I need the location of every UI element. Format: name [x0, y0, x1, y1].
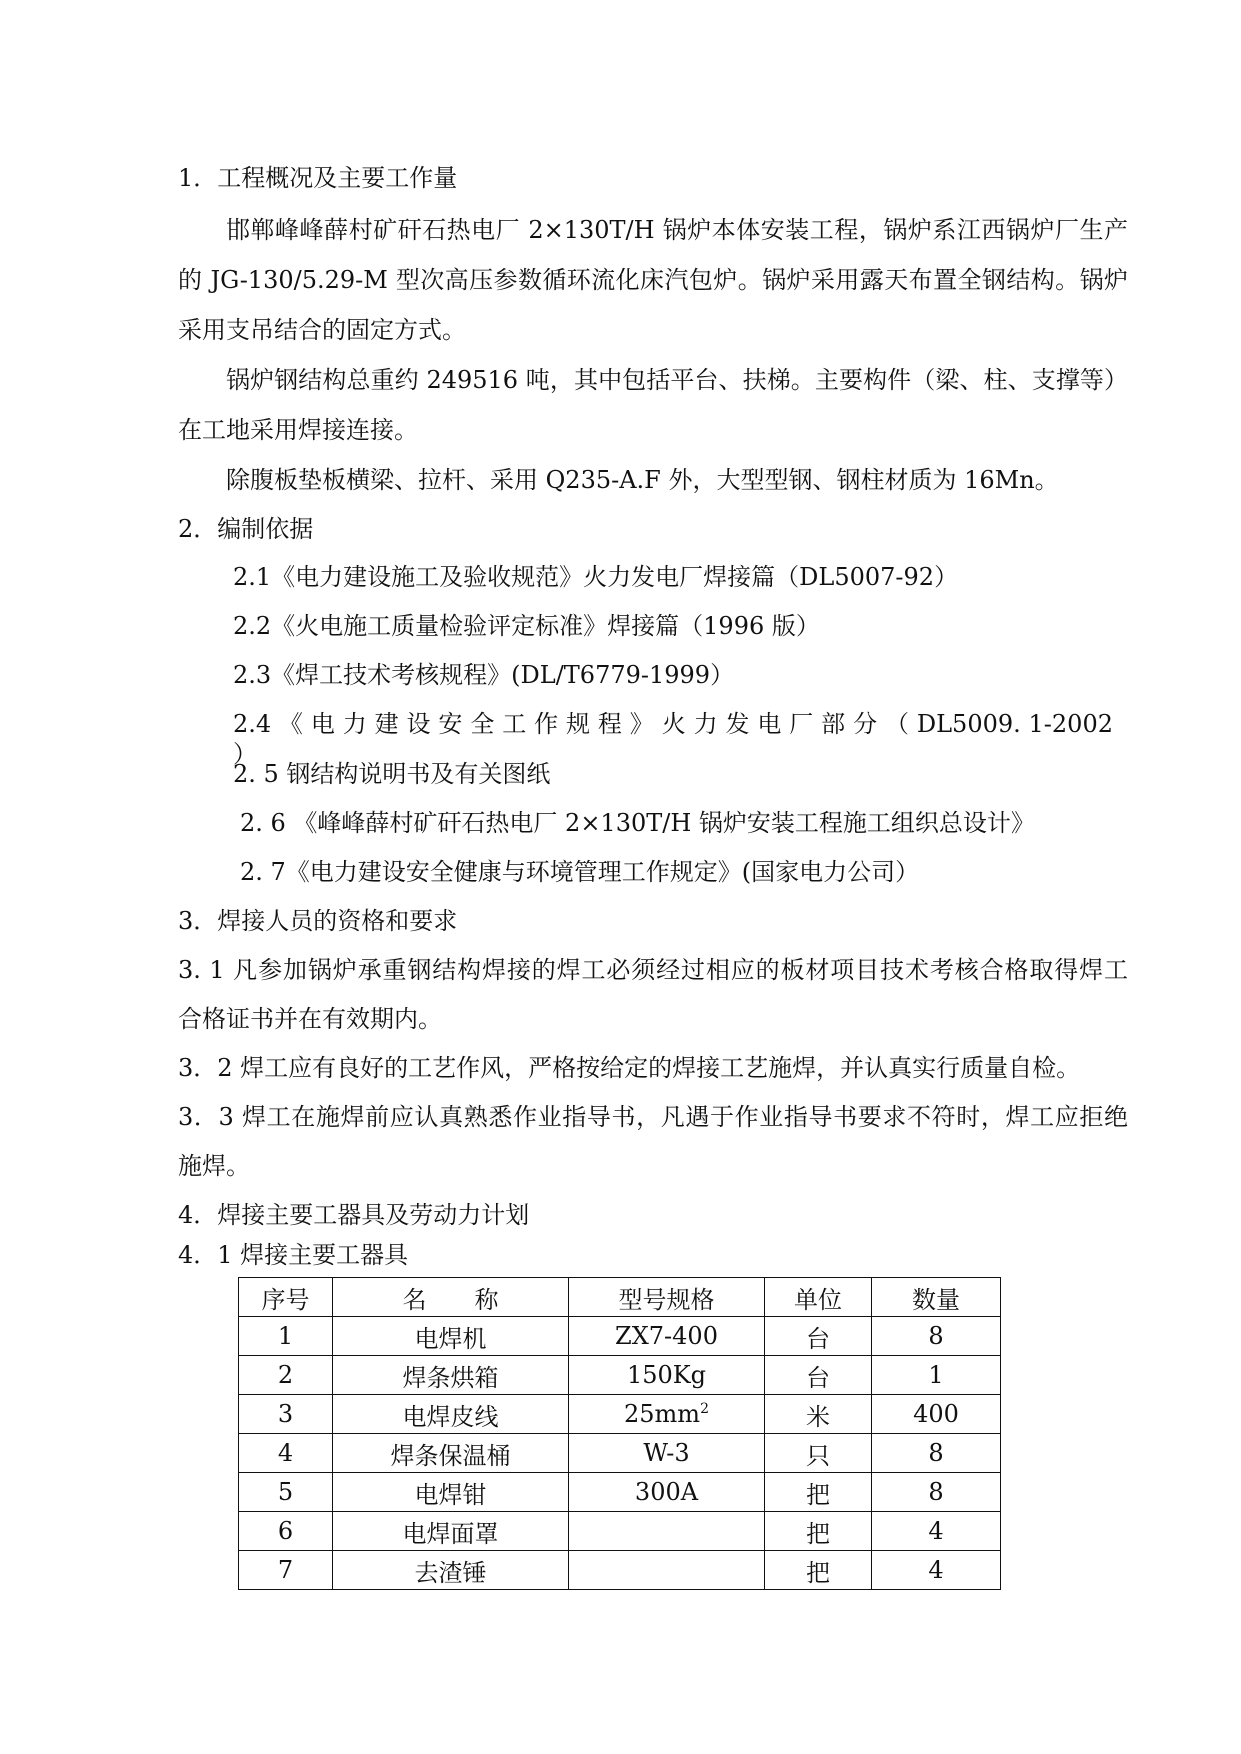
cell-quantity: 1 [872, 1356, 1001, 1395]
header-name: 名 称 [333, 1278, 569, 1317]
reference-item-2-2: 2.2《火电施工质量检验评定标准》焊接篇（1996 版） [233, 612, 820, 640]
reference-item-2-1: 2.1《电力建设施工及验收规范》火力发电厂焊接篇（DL5007-92） [233, 563, 959, 591]
cell-quantity: 4 [872, 1551, 1001, 1590]
cell-index: 3 [239, 1395, 333, 1434]
superscript-2: 2 [700, 1401, 709, 1417]
cell-quantity: 4 [872, 1512, 1001, 1551]
table-row [239, 1551, 1001, 1590]
cell-quantity: 400 [872, 1395, 1001, 1434]
cell-index: 5 [239, 1473, 333, 1512]
table-row [239, 1434, 1001, 1473]
section-1-paragraph-1-line-2: 的 JG-130/5.29-M 型次高压参数循环流化床汽包炉。锅炉采用露天布置全钢结构。锅炉 [178, 266, 1128, 294]
cell-quantity: 8 [872, 1473, 1001, 1512]
reference-item-2-4: 2.4 《 电 力 建 设 安 全 工 作 规 程 》 火 力 发 电 厂 部 分 （ DL5009. 1-2002 ） [233, 710, 1113, 768]
cell-unit: 把 [765, 1551, 872, 1590]
cell-name: 焊条烘箱 [333, 1356, 569, 1395]
cell-quantity: 8 [872, 1317, 1001, 1356]
cell-unit: 只 [765, 1434, 872, 1473]
table-row [239, 1512, 1001, 1551]
reference-item-2-5: 2. 5 钢结构说明书及有关图纸 [233, 760, 551, 788]
section-3-2: 3．2 焊工应有良好的工艺作风，严格按给定的焊接工艺施焊，并认真实行质量自检。 [178, 1054, 1081, 1082]
cell-unit: 米 [765, 1395, 872, 1434]
table-row [239, 1395, 1001, 1434]
cell-model: 150Kg [569, 1356, 765, 1395]
table-header-row [239, 1278, 1001, 1317]
cell-name: 电焊皮线 [333, 1395, 569, 1434]
cell-name: 电焊面罩 [333, 1512, 569, 1551]
cell-index: 1 [239, 1317, 333, 1356]
cell-unit: 台 [765, 1356, 872, 1395]
section-1-paragraph-1-line-1: 邯郸峰峰薛村矿矸石热电厂 2×130T/H 锅炉本体安装工程，锅炉系江西锅炉厂生产 [226, 216, 1128, 244]
section-3-1-line-2: 合格证书并在有效期内。 [178, 1005, 442, 1033]
section-2-heading: 2．编制依据 [178, 515, 314, 543]
table-row [239, 1317, 1001, 1356]
table-row [239, 1356, 1001, 1395]
cell-index: 4 [239, 1434, 333, 1473]
cell-name: 焊条保温桶 [333, 1434, 569, 1473]
section-3-3-line-1: 3．3 焊工在施焊前应认真熟悉作业指导书，凡遇于作业指导书要求不符时，焊工应拒绝 [178, 1103, 1128, 1131]
cell-model [569, 1395, 765, 1434]
header-unit: 单位 [765, 1278, 872, 1317]
reference-item-2-7: 2. 7《电力建设安全健康与环境管理工作规定》(国家电力公司） [240, 858, 920, 886]
cell-index: 6 [239, 1512, 333, 1551]
table-row [239, 1473, 1001, 1512]
section-3-3-line-2: 施焊。 [178, 1152, 250, 1180]
cell-model: 300A [569, 1473, 765, 1512]
cell-model [569, 1551, 765, 1590]
cell-unit: 把 [765, 1512, 872, 1551]
header-model: 型号规格 [569, 1278, 765, 1317]
section-1-paragraph-2-line-1: 锅炉钢结构总重约 249516 吨，其中包括平台、扶梯。主要构件（梁、柱、支撑等） [226, 366, 1128, 394]
cell-model [569, 1512, 765, 1551]
cell-name: 电焊钳 [333, 1473, 569, 1512]
section-1-heading: 1．工程概况及主要工作量 [178, 164, 458, 192]
cell-model: ZX7-400 [569, 1317, 765, 1356]
cell-quantity: 8 [872, 1434, 1001, 1473]
cell-index: 7 [239, 1551, 333, 1590]
cell-index: 2 [239, 1356, 333, 1395]
section-4-1-heading: 4．1 焊接主要工器具 [178, 1241, 409, 1269]
section-1-paragraph-1-line-3: 采用支吊结合的固定方式。 [178, 316, 466, 344]
cell-model-text: 25mm [624, 1400, 701, 1428]
reference-item-2-6: 2. 6 《峰峰薛村矿矸石热电厂 2×130T/H 锅炉安装工程施工组织总设计》 [240, 809, 1035, 837]
header-index: 序号 [239, 1278, 333, 1317]
section-4-heading: 4．焊接主要工器具及劳动力计划 [178, 1201, 530, 1229]
cell-unit: 台 [765, 1317, 872, 1356]
section-3-1-line-1: 3. 1 凡参加锅炉承重钢结构焊接的焊工必须经过相应的板材项目技术考核合格取得焊工 [178, 956, 1128, 984]
section-3-heading: 3．焊接人员的资格和要求 [178, 907, 458, 935]
cell-name: 电焊机 [333, 1317, 569, 1356]
reference-item-2-3: 2.3《焊工技术考核规程》(DL/T6779-1999） [233, 661, 735, 689]
cell-unit: 把 [765, 1473, 872, 1512]
cell-model: W-3 [569, 1434, 765, 1473]
section-1-paragraph-3: 除腹板垫板横梁、拉杆、采用 Q235-A.F 外，大型型钢、钢柱材质为 16Mn。 [226, 466, 1059, 494]
header-quantity: 数量 [872, 1278, 1001, 1317]
section-1-paragraph-2-line-2: 在工地采用焊接连接。 [178, 416, 418, 444]
welding-tools-table [238, 1277, 1001, 1590]
cell-name: 去渣锤 [333, 1551, 569, 1590]
